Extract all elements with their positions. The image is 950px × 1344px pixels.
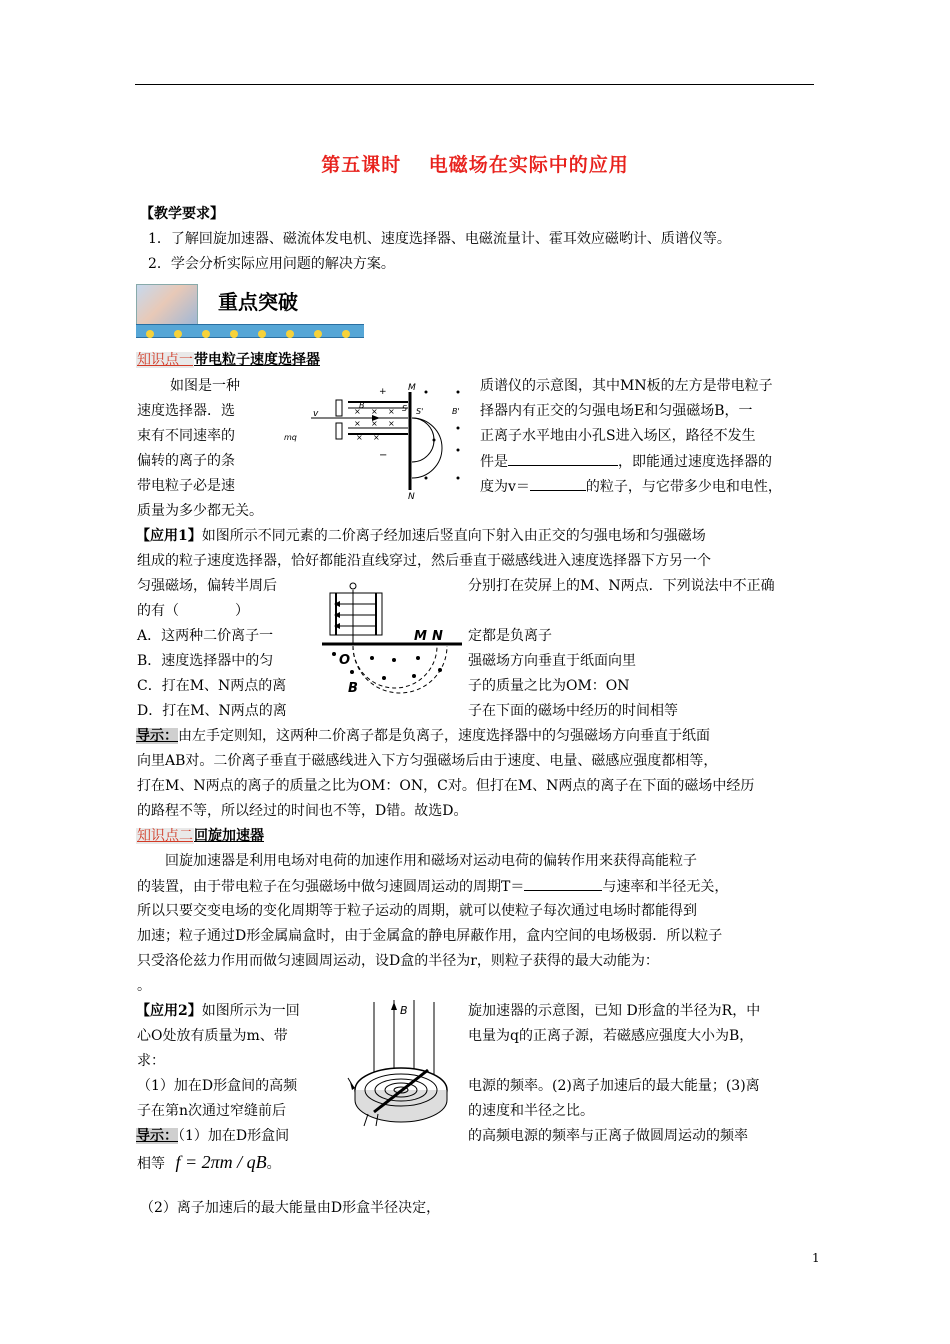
app1-option-a: A．这两种二价离子一 <box>137 628 274 644</box>
B-label: B <box>348 681 358 696</box>
svg-text:×: × <box>371 407 378 416</box>
knowledge-point-tag: 知识点一 <box>137 352 193 368</box>
kp2-line: 只受洛伦兹力作用而做匀速圆周运动，设D盒的半径为r，则粒子获得的最大动能为： <box>137 953 659 969</box>
guide1-line1 <box>136 726 710 746</box>
S-prime-label: S' <box>416 407 424 416</box>
banner-thumbnail-image <box>136 284 198 326</box>
guide2-line1 <box>136 1126 289 1146</box>
guide-tag: 导示： <box>136 728 178 744</box>
mass-spectrometer-figure <box>276 378 476 500</box>
svg-text:×: × <box>354 407 361 416</box>
kp1-left-text: 如图是一种 <box>170 378 240 394</box>
guide-tag: 导示： <box>136 1128 178 1144</box>
banner-sun-icons <box>136 328 364 340</box>
N-label: N <box>408 492 415 500</box>
kp1-right-text: 择器内有正交的匀强电场E和匀强磁场B，一 <box>480 403 753 419</box>
kp1-right-text-line4 <box>480 451 772 472</box>
kp1-right-text-line5 <box>480 476 782 497</box>
kp1-right-text: 正离子水平地由小孔S进入场区，路径不发生 <box>480 428 756 444</box>
knowledge-point-1-heading <box>136 350 320 370</box>
S-label: S <box>402 404 408 413</box>
kp1-speed-text: 度为v＝ <box>480 479 530 495</box>
app1-line2: 组成的粒子速度选择器，恰好都能沿直线穿过，然后垂直于磁感线进入速度选择器下方另一个 <box>137 553 711 569</box>
page-number: 1 <box>812 1251 820 1265</box>
velocity-selector-figure <box>322 578 467 698</box>
knowledge-point-tag: 知识点二 <box>137 828 193 844</box>
app1-right-text: 定都是负离子 <box>468 628 552 644</box>
guide1-line: 的路程不等，所以经过的时间也不等，D错。故选D。 <box>137 803 468 819</box>
guide2-line3: （2）离子加速后的最大能量由D形盒半径决定， <box>140 1200 441 1216</box>
app1-option-b: B．速度选择器中的匀 <box>137 653 274 669</box>
requirements-heading: 【教学要求】 <box>140 206 224 222</box>
svg-text:×: × <box>354 419 361 428</box>
plus-label: + <box>379 387 387 397</box>
guide2-suffix: 。 <box>266 1156 281 1172</box>
cyclotron-figure <box>346 1000 456 1130</box>
O-label: O <box>339 653 351 668</box>
banner-strip <box>136 324 364 338</box>
M-label: M <box>408 383 416 393</box>
requirement-item: 2．学会分析实际应用问题的解决方案。 <box>148 256 395 272</box>
knowledge-point-2-heading <box>136 826 264 846</box>
app1-line1 <box>136 526 706 546</box>
knowledge-point-title: 带电粒子速度选择器 <box>194 352 320 368</box>
B-label: B <box>400 1004 408 1017</box>
app1-right-text: 子的质量之比为OM：ON <box>468 678 630 694</box>
fill-blank <box>530 476 586 491</box>
kp2-line: 。 <box>137 978 151 994</box>
kp2-line: 所以只要交变电场的变化周期等于粒子运动的周期，就可以使粒子每次通过电场时都能得到 <box>137 903 697 919</box>
guide1-line: 向里AB对。二价离子垂直于磁感线进入下方匀强磁场后由于速度、电量、磁感应强度都相等， <box>137 753 718 769</box>
app2-left-text: （1）加在D形盒间的高频 <box>137 1078 298 1094</box>
kp1-left-text: 速度选择器．选 <box>137 403 235 419</box>
kp2-period-text: 的装置，由于带电粒子在匀强磁场中做匀速圆周运动的周期T＝ <box>137 879 525 895</box>
kp2-period-text-2: 与速率和半径无关， <box>602 879 729 895</box>
app2-right-text: 旋加速器的示意图，已知 D形盒的半径为R，中 <box>468 1003 761 1019</box>
kp1-left-text: 质量为多少都无关。 <box>137 503 263 519</box>
kp1-right-text: 质谱仪的示意图，其中MN板的左方是带电粒子 <box>480 378 773 394</box>
app2-left-text: 心O处放有质量为m、带 <box>137 1028 288 1044</box>
header-rule <box>135 84 814 85</box>
frequency-formula: f = 2πm / qB <box>175 1152 267 1172</box>
app2-right-text: 电量为q的正离子源，若磁感应强度大小为B， <box>468 1028 754 1044</box>
N-label: N <box>432 629 443 644</box>
svg-text:×: × <box>373 433 380 442</box>
app1-left-text: 的有（ ） <box>137 603 249 619</box>
B-prime-label: B' <box>452 407 460 416</box>
svg-text:×: × <box>388 419 395 428</box>
app1-text: 如图所示不同元素的二价离子经加速后竖直向下射入由正交的匀强电场和匀强磁场 <box>201 528 706 544</box>
kp1-left-text: 带电粒子必是速 <box>137 478 235 494</box>
svg-text:×: × <box>356 433 363 442</box>
fill-blank <box>508 451 618 466</box>
kp1-left-text: 偏转的离子的条 <box>137 453 235 469</box>
app2-tag: 【应用2】 <box>136 1003 202 1019</box>
B-label: B <box>359 401 365 410</box>
app1-right-text: 子在下面的磁场中经历的时间相等 <box>468 703 678 719</box>
app1-right-text: 强磁场方向垂直于纸面向里 <box>468 653 636 669</box>
app1-option-d: D．打在M、N两点的离 <box>137 703 287 719</box>
guide2-line2 <box>137 1152 281 1174</box>
kp1-speed-text-2: 的粒子，与它带多少电和电性， <box>585 479 782 495</box>
fill-blank <box>524 876 602 891</box>
app2-line1 <box>136 1001 300 1021</box>
app1-tag: 【应用1】 <box>136 528 202 544</box>
app2-right-text: 的速度和半径之比。 <box>468 1103 594 1119</box>
kp2-line: 加速；粒子通过D形金属扁盒时，由于金属盒的静电屏蔽作用，盒内空间的电场极弱．所以粒子 <box>137 928 723 944</box>
v-label: v <box>313 409 319 419</box>
kp1-condition-text-2: ，即能通过速度选择器的 <box>618 454 772 470</box>
app1-option-c: C．打在M、N两点的离 <box>137 678 287 694</box>
svg-text:×: × <box>371 419 378 428</box>
app2-left-text: 求： <box>137 1053 165 1069</box>
requirement-item: 1．了解回旋加速器、磁流体发电机、速度选择器、电磁流量计、霍耳效应磁哟计、质谱仪等。 <box>148 231 731 247</box>
kp1-condition-text: 件是 <box>480 454 508 470</box>
guide2-prefix: 相等 <box>137 1156 165 1172</box>
minus-label: − <box>379 450 388 461</box>
kp1-left-text: 束有不同速率的 <box>137 428 235 444</box>
mq-label: mq <box>284 433 297 442</box>
kp2-line-period <box>137 876 728 897</box>
page-title: 第五课时 电磁场在实际中的应用 <box>321 154 629 176</box>
app2-right-text: 电源的频率。(2)离子加速后的最大能量；(3)离 <box>468 1078 760 1094</box>
app2-left-text: 子在第n次通过窄缝前后 <box>137 1103 287 1119</box>
app1-left-text: 匀强磁场，偏转半周后 <box>137 578 277 594</box>
svg-text:×: × <box>388 407 395 416</box>
app2-left-text: 如图所示为一回 <box>201 1003 300 1019</box>
section-banner-title: 重点突破 <box>218 290 298 314</box>
guide2-right-text: 的高频电源的频率与正离子做圆周运动的频率 <box>468 1128 748 1144</box>
guide2-left-text: （1）加在D形盒间 <box>178 1128 290 1144</box>
knowledge-point-title: 回旋加速器 <box>194 828 264 844</box>
M-label: M <box>414 629 427 644</box>
app1-right-text: 分别打在荧屏上的M、N两点．下列说法中不正确 <box>468 578 775 594</box>
kp2-line: 回旋加速器是利用电场对电荷的加速作用和磁场对运动电荷的偏转作用来获得高能粒子 <box>165 853 697 869</box>
guide1-line: 打在M、N两点的离子的质量之比为OM：ON，C对。但打在M、N两点的离子在下面的磁场中经历 <box>137 778 755 794</box>
guide1-text: 由左手定则知，这两种二价离子都是负离子，速度选择器中的匀强磁场方向垂直于纸面 <box>178 728 710 744</box>
